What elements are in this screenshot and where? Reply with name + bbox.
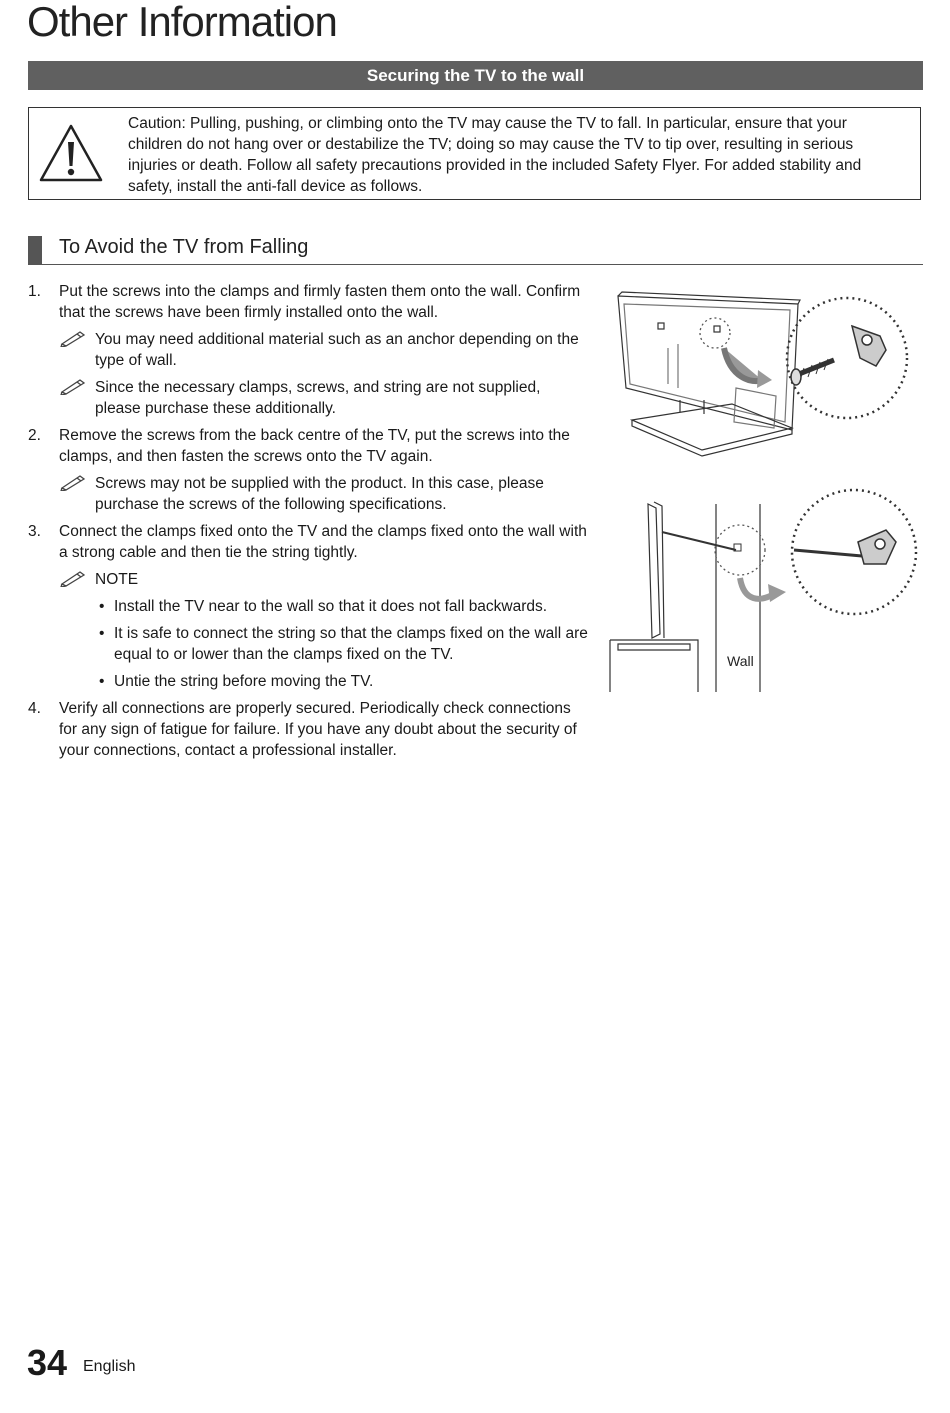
note-item (59, 473, 588, 515)
caution-label: Caution (128, 115, 182, 132)
step-text: Put the screws into the clamps and firmly fasten them onto the wall. Confirm that the screws have been firmly installed onto the wall. (59, 283, 581, 321)
step-item (28, 698, 588, 761)
bullet-dot: • (99, 598, 105, 615)
step-item (28, 281, 588, 419)
caution-body: : Pulling, pushing, or climbing onto the TV may cause the TV to fall. In particular, ensure that your children do not hang over or destabilize the TV; doing so may cause the TV to tip over, resulting in serious injuries or death. Follow all safety precautions provided in the included Safety Flyer. For added stability and safety, install the anti-fall device as follows. (128, 115, 862, 195)
step-item (28, 425, 588, 515)
section-heading (28, 234, 923, 265)
bullet-text: Untie the string before moving the TV. (114, 673, 374, 690)
page-title: Other Information (27, 0, 337, 45)
caution-text (128, 113, 888, 197)
warning-triangle-icon (37, 122, 105, 186)
section-banner: Securing the TV to the wall (28, 61, 923, 90)
step-text: Verify all connections are properly secured. Periodically check connections for any sign of fatigue for failure. If you have any doubt about the security of your connections, contact a professional installer. (59, 700, 577, 759)
step-text: Connect the clamps fixed onto the TV and the clamps fixed onto the wall with a strong cable and then tie the string tightly. (59, 523, 587, 561)
note-item (59, 329, 588, 371)
step-number: 4. (28, 700, 41, 717)
bullet-text: It is safe to connect the string so that the clamps fixed on the wall are equal to or lower than the clamps fixed on the TV. (114, 625, 588, 663)
note-label: NOTE (95, 571, 139, 588)
note-pencil-icon (59, 377, 87, 395)
step-number: 2. (28, 427, 41, 444)
note-pencil-icon (59, 473, 87, 491)
note-pencil-icon (59, 329, 87, 347)
bullet-item (59, 671, 588, 692)
wall-label: Wall (727, 653, 754, 669)
bullet-dot: • (99, 673, 105, 690)
tv-back-clamp-illustration (612, 288, 912, 458)
bullet-dot: • (99, 625, 105, 642)
page-language: English (83, 1358, 136, 1375)
section-title: To Avoid the TV from Falling (59, 236, 309, 258)
step-item (28, 521, 588, 692)
note-item (59, 569, 588, 590)
tv-side-wall-illustration (604, 484, 918, 698)
page-number: 34 (27, 1342, 68, 1383)
bullet-item (59, 596, 588, 617)
bullet-text: Install the TV near to the wall so that it does not fall backwards. (114, 598, 548, 615)
step-number: 3. (28, 523, 41, 540)
note-pencil-icon (59, 569, 87, 587)
note-text: You may need additional material such as an anchor depending on the type of wall. (95, 331, 579, 369)
note-item (59, 377, 588, 419)
section-marker (28, 236, 42, 264)
caution-box (28, 107, 921, 200)
steps-list (28, 281, 588, 767)
step-text: Remove the screws from the back centre of the TV, put the screws into the clamps, and then fasten the screws onto the TV again. (59, 427, 570, 465)
bullet-item (59, 623, 588, 665)
note-text: Screws may not be supplied with the product. In this case, please purchase the screws of the following specifications. (95, 475, 544, 513)
step-number: 1. (28, 283, 41, 300)
note-text: Since the necessary clamps, screws, and string are not supplied, please purchase these additionally. (95, 379, 541, 417)
